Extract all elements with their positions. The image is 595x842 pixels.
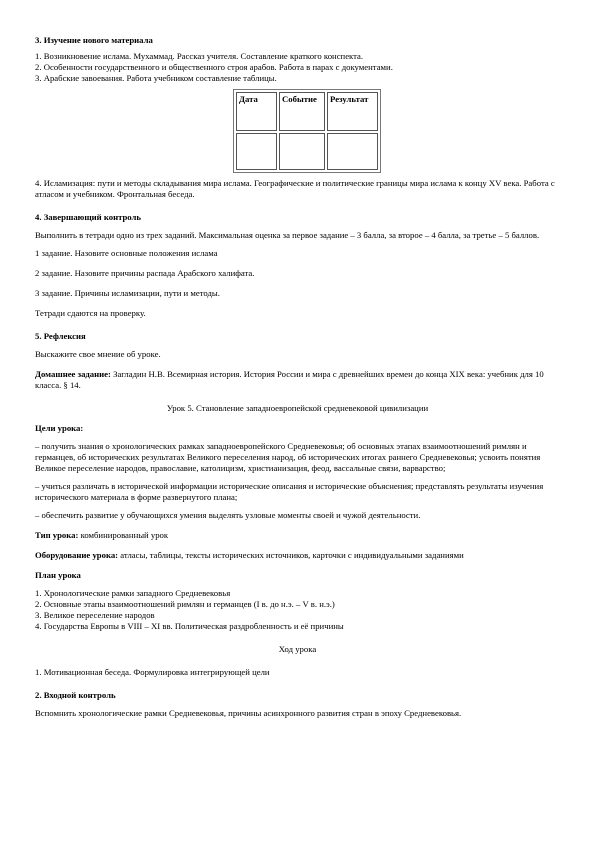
- plan-item-2: 2. Основные этапы взаимоотношений римлян и германцев (I в. до н.э. – V в. н.э.): [35, 599, 335, 609]
- equipment: [35, 550, 560, 561]
- homework-label: Домашнее задание:: [35, 369, 111, 379]
- s3-item-4: 4. Исламизация: пути и методы складывания мира ислама. Географические и политические границы мира ислама к концу XV века. Работа с атласом и учебником. Фронтальная беседа.: [35, 178, 555, 199]
- s3-item-3: 3. Арабские завоевания. Работа учебником составление таблицы.: [35, 73, 277, 83]
- lesson-5-title: Урок 5. Становление западноевропейской средневековой цивилизации: [166, 403, 429, 413]
- s4-outro: Тетради сдаются на проверку.: [35, 308, 146, 318]
- section-4-heading: 4. Завершающий контроль: [35, 212, 141, 222]
- table-cell-empty: [279, 133, 325, 170]
- lesson-type-text: комбинированный урок: [78, 530, 169, 540]
- section-5-heading: 5. Рефлексия: [35, 331, 86, 341]
- equipment-text: атласы, таблицы, тексты исторических источников, карточки с индивидуальными заданиями: [118, 550, 464, 560]
- section-3-heading: 3. Изучение нового материала: [35, 35, 153, 45]
- table-cell-empty: [236, 133, 277, 170]
- goals-heading: Цели урока:: [35, 423, 84, 433]
- s4-task-2: 2 задание. Назовите причины распада Арабского халифата.: [35, 268, 255, 278]
- plan-item-4: 4. Государства Европы в VIII – XI вв. Политическая раздробленность и её причины: [35, 621, 344, 631]
- table-header-date: Дата: [236, 92, 277, 131]
- document-content: [35, 35, 560, 719]
- section-2-heading: 2. Входной контроль: [35, 690, 116, 700]
- table-header-event: Событие: [279, 92, 325, 131]
- table-cell-empty: [327, 133, 378, 170]
- s5-text: Выскажите свое мнение об уроке.: [35, 349, 161, 359]
- equipment-label: Оборудование урока:: [35, 550, 119, 560]
- homework-text: Загладин Н.В. Всемирная история. История России и мира с древнейших времен до конца XIX века: учебник для 10 класса. § 14.: [35, 369, 544, 390]
- s2-text: Вспомнить хронологические рамки Средневековья, причины асинхронного развития стран в эпоху Средневековья.: [35, 708, 462, 718]
- lesson-type-label: Тип урока:: [35, 530, 79, 540]
- course-heading: Ход урока: [278, 644, 317, 654]
- course-item-1: 1. Мотивационная беседа. Формулировка интегрирующей цели: [35, 667, 270, 677]
- goal-3: – обеспечить развитие у обучающихся умения выделять узловые моменты своей и чужой деятельности.: [35, 510, 421, 520]
- table-header-result: Результат: [327, 92, 378, 131]
- goal-2: – учиться различать в исторической информации исторические описания и исторические объяснения; представлять результаты изучения исторического материала в форме развернутого плана;: [35, 481, 544, 502]
- s3-item-1: 1. Возникновение ислама. Мухаммад. Рассказ учителя. Составление краткого конспекта.: [35, 51, 364, 61]
- goal-1: – получить знания о хронологических рамках западноевропейского Средневековья; об основных этапах взаимоотношений римлян и германцев, об исторических результатах Великого переселения народ, об исторических итогах раннего Средневековья; усвоить понятия Великое переселение народов, православие, католицизм, христианизация, феод, вассальные связи, варварство;: [35, 441, 541, 473]
- lesson-type: [35, 530, 560, 541]
- s3-item-2: 2. Особенности государственного и общественного строя арабов. Работа в парах с документами.: [35, 62, 393, 72]
- plan-item-3: 3. Великое переселение народов: [35, 610, 155, 620]
- conquests-table: [233, 89, 381, 173]
- s4-intro: Выполнить в тетради одно из трех заданий. Максимальная оценка за первое задание – 3 балла, за второе – 4 балла, за третье – 5 баллов.: [35, 230, 540, 240]
- homework: [35, 369, 560, 391]
- plan-heading: План урока: [35, 570, 81, 580]
- s4-task-1: 1 задание. Назовите основные положения ислама: [35, 248, 218, 258]
- s4-task-3: 3 задание. Причины исламизации, пути и методы.: [35, 288, 220, 298]
- plan-item-1: 1. Хронологические рамки западного Средневековья: [35, 588, 231, 598]
